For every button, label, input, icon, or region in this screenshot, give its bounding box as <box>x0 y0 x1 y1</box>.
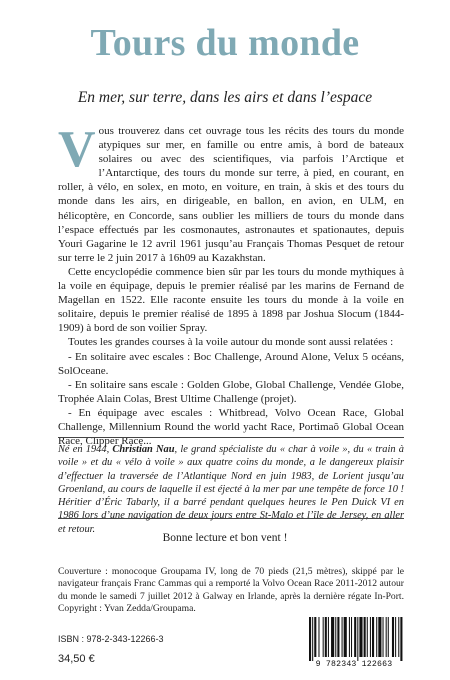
barcode-bar <box>331 617 334 657</box>
description <box>58 121 404 448</box>
divider-top <box>58 437 404 438</box>
barcode-bar <box>314 617 316 657</box>
barcode-bar <box>351 617 352 657</box>
drop-cap: V <box>58 121 96 178</box>
barcode-bar <box>400 617 402 661</box>
barcode-bar <box>372 617 374 657</box>
barcode-bar <box>378 617 381 657</box>
barcode-bar <box>376 617 377 657</box>
race-list-item-3: - En équipage avec escales : Whitbread, Volvo Ocean Race, Global Challenge, Millennium Round the world yacht Race, Portimaõ Global Ocean Race, Clipper Race... <box>58 406 404 448</box>
closing-line: Bonne lecture et bon vent ! <box>162 532 288 544</box>
barcode-bar <box>383 617 384 657</box>
barcode-bar <box>359 617 362 657</box>
author-bio-text: , le grand spécialiste du « char à voile », du « train à voile » et du « vélo à voile » aux quatre coins du monde, a le dangereux plaisir d’effectuer la traversée de l’Atlantique Nord en juin 1983, de Lorient jusqu’au Groenland, au cours de laquelle il est éjecté à la mer par une tempête de force 10 ! Héritier d’Éric Tabarly, il a barré pendant quelques heures le Pen Duick VI en 1986 lors d’une navigation de deux jours entre St-Malo et l’île de Jersey, en aller et retour. <box>58 444 405 535</box>
barcode-digits: 9 782343 122663 <box>315 660 393 669</box>
barcode-bar <box>388 617 389 657</box>
barcode-bar <box>312 617 313 661</box>
barcode-bar <box>357 617 358 661</box>
barcode-bar <box>318 617 319 657</box>
barcode-bar <box>342 617 343 657</box>
barcode-bar <box>392 617 394 657</box>
barcode-bar <box>323 617 324 657</box>
barcode-bar <box>309 617 311 661</box>
barcode-bar <box>367 617 368 657</box>
divider-bottom <box>58 518 404 519</box>
barcode-bar <box>386 617 387 657</box>
intro-text: ous trouverez dans cet ouvrage tous les récits des tours du monde atypiques sur mer, en famille ou entre amis, à bord de bateaux solaires ou avec des scientifiques, via parfois l’Arctique et l’Antarctique, des tours du monde sur terre, à pied, en courant, en roller, à vélo, en solex, en moto, en voiture, en train, à skis et des tours du monde dans les airs, en dirigeable, en ballon, en avion, en ULM, en hélicoptère, en Concorde, sans oublier les milliers de tours du monde dans l’espace effectués par les cosmonautes, astronautes et spationautes, depuis Youri Gagarine le 12 avril 1961 jusqu’au Français Thomas Pesquet de retour sur terre le 2 juin 2017 à 16h09 au Kazakhstan. <box>58 125 404 264</box>
author-name: Christian Nau <box>112 444 175 455</box>
cover-credit: Couverture : monocoque Groupama IV, long de 70 pieds (21,5 mètres), skippé par le navigateur français Franc Cammas qui a remporté la Volvo Ocean Race 2011-2012 autour du monde le samedi 7 juillet 2012 à Galway en Irlande, après la dernière régate In-Port. Copyright : Yvan Zedda/Groupama. <box>58 566 404 615</box>
book-subtitle: En mer, sur terre, dans les airs et dans l’espace <box>77 89 373 106</box>
barcode-bar <box>344 617 347 657</box>
barcode-bar <box>398 617 399 657</box>
isbn: ISBN : 978-2-343-12266-3 <box>58 634 164 644</box>
author-bio <box>58 443 404 536</box>
barcode-bar <box>325 617 327 657</box>
barcode-bar <box>370 617 371 657</box>
author-bio-prefix: Né en 1944, <box>58 444 113 455</box>
book-title: Tours du monde <box>90 22 360 64</box>
price: 34,50 € <box>58 653 95 665</box>
barcode-bars <box>301 615 407 661</box>
race-list-item-1: - En solitaire avec escales : Boc Challenge, Around Alone, Velux 5 océans, SolOceane. <box>58 350 404 377</box>
barcode-bar <box>349 617 350 657</box>
barcode-bar <box>364 617 366 657</box>
barcode-bar <box>395 617 396 657</box>
barcode-bar <box>337 617 339 657</box>
barcode-bar <box>354 617 356 657</box>
barcode-bar <box>335 617 336 657</box>
paragraph-2: Cette encyclopédie commence bien sûr par les tours du monde mythiques à la voile en équipage, depuis le premier réalisé par les marins de Fernand de Magellan en 1522. Elle raconte ensuite les tours du monde à la voile en solitaire, depuis le premier réalisé de 1895 à 1898 par Joshua Slocum (1844-1909) à bord de son voilier Spray. <box>58 265 404 335</box>
barcode <box>301 615 407 671</box>
intro-paragraph <box>58 121 404 265</box>
paragraph-3: Toutes les grandes courses à la voile autour du monde sont aussi relatées : <box>68 336 394 349</box>
barcode-bar <box>328 617 329 657</box>
race-list-item-2: - En solitaire sans escale : Golden Globe, Global Challenge, Vendée Globe, Trophée Alain Colas, Brest Ultime Challenge (projet). <box>58 378 404 405</box>
